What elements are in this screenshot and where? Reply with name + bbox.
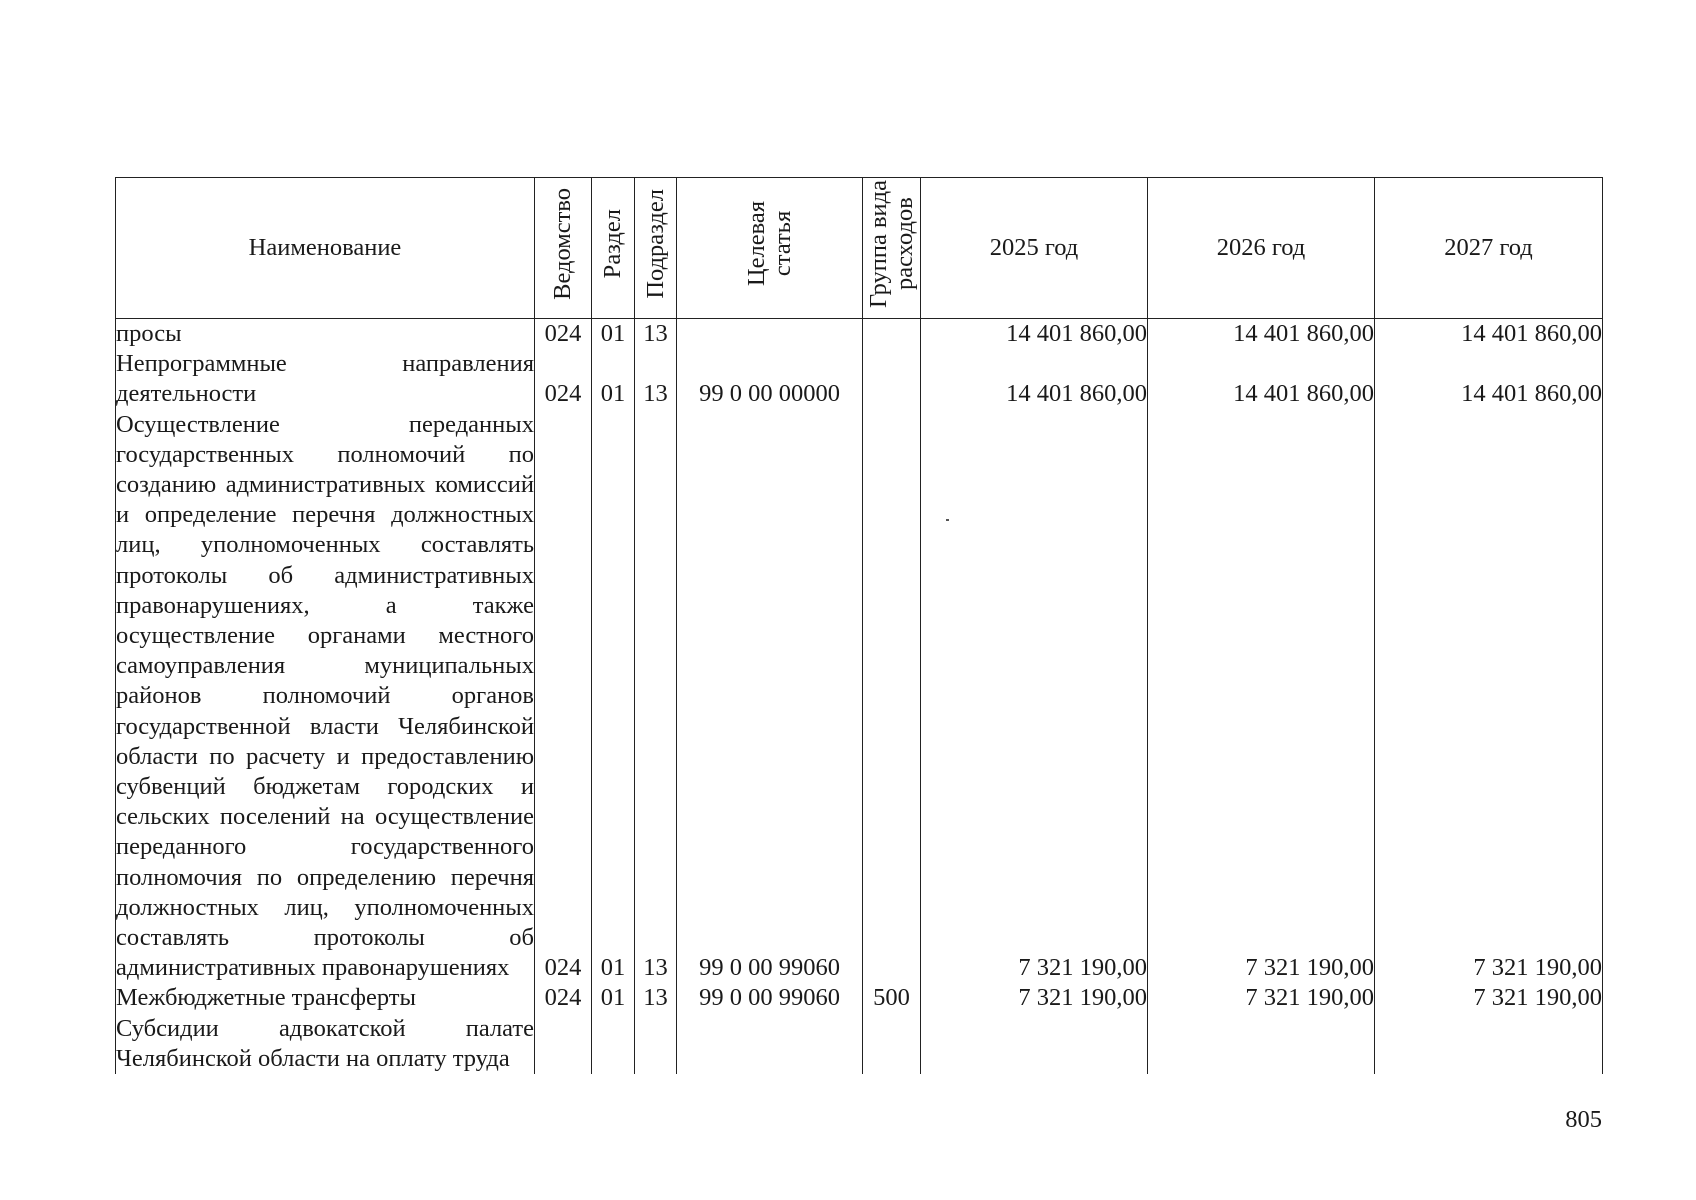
table-row — [116, 349, 1603, 409]
page-number: 805 — [1565, 1106, 1602, 1133]
row-department: 024 — [535, 983, 592, 1013]
row-expense-group — [863, 349, 921, 409]
row-2026: 7 321 190,00 — [1148, 983, 1375, 1013]
row-subsection — [635, 1014, 677, 1074]
row-2026 — [1148, 1014, 1375, 1074]
row-2025: 7 321 190,00 — [921, 410, 1148, 984]
header-department: Ведомство — [535, 178, 592, 319]
row-2026: 7 321 190,00 — [1148, 410, 1375, 984]
row-department: 024 — [535, 319, 592, 350]
table-row — [116, 410, 1603, 984]
row-expense-group: 500 — [863, 983, 921, 1013]
row-target: 99 0 00 99060 — [677, 983, 863, 1013]
header-2027: 2027 год — [1375, 178, 1603, 319]
header-subsection: Подраздел — [635, 178, 677, 319]
row-2027: 14 401 860,00 — [1375, 319, 1603, 350]
row-2027: 14 401 860,00 — [1375, 349, 1603, 409]
row-2025: 14 401 860,00 — [921, 349, 1148, 409]
row-section: 01 — [592, 983, 635, 1013]
header-2026: 2026 год — [1148, 178, 1375, 319]
table-row — [116, 983, 1603, 1013]
budget-table — [115, 177, 1603, 1074]
row-subsection: 13 — [635, 349, 677, 409]
row-subsection: 13 — [635, 410, 677, 984]
row-2026: 14 401 860,00 — [1148, 349, 1375, 409]
row-department — [535, 1014, 592, 1074]
table-row — [116, 319, 1603, 350]
row-target: 99 0 00 00000 — [677, 349, 863, 409]
row-target — [677, 319, 863, 350]
row-subsection: 13 — [635, 319, 677, 350]
row-section: 01 — [592, 410, 635, 984]
row-target: 99 0 00 99060 — [677, 410, 863, 984]
row-2027: 7 321 190,00 — [1375, 410, 1603, 984]
row-section — [592, 1014, 635, 1074]
header-2025: 2025 год — [921, 178, 1148, 319]
header-row — [116, 178, 1603, 319]
row-target — [677, 1014, 863, 1074]
row-expense-group — [863, 410, 921, 984]
row-section: 01 — [592, 349, 635, 409]
header-section: Раздел — [592, 178, 635, 319]
scan-speck — [946, 519, 949, 521]
row-2026: 14 401 860,00 — [1148, 319, 1375, 350]
row-name: Осуществление переданных государственных полномочий по созданию административных комиссий и определение перечня должностных лиц, уполномоченных составлять протоколы об административных правонарушениях, а также осуществление органами местного самоуправления муниципальных районов полномочий органов государственной власти Челябинской области по расчету и предоставлению субвенций бюджетам городских и сельских поселений на осуществление переданного государственного полномочия по определению перечня должностных лиц, уполномоченных составлять протоколы об административных правонарушениях — [116, 410, 535, 984]
row-2027 — [1375, 1014, 1603, 1074]
row-section: 01 — [592, 319, 635, 350]
row-department: 024 — [535, 410, 592, 984]
row-expense-group — [863, 1014, 921, 1074]
row-2027: 7 321 190,00 — [1375, 983, 1603, 1013]
row-2025: 14 401 860,00 — [921, 319, 1148, 350]
row-department: 024 — [535, 349, 592, 409]
row-2025: 7 321 190,00 — [921, 983, 1148, 1013]
row-name: Межбюджетные трансферты — [116, 983, 535, 1013]
row-subsection: 13 — [635, 983, 677, 1013]
row-name: Непрограммные направления деятельности — [116, 349, 535, 409]
row-2025 — [921, 1014, 1148, 1074]
row-name: просы — [116, 319, 535, 350]
header-expense-group: Группа вида расходов — [863, 178, 921, 319]
row-expense-group — [863, 319, 921, 350]
header-target: Целевая статья — [677, 178, 863, 319]
row-name: Субсидии адвокатской палате Челябинской области на оплату труда — [116, 1014, 535, 1074]
header-name: Наименование — [116, 178, 535, 319]
table-row — [116, 1014, 1603, 1074]
